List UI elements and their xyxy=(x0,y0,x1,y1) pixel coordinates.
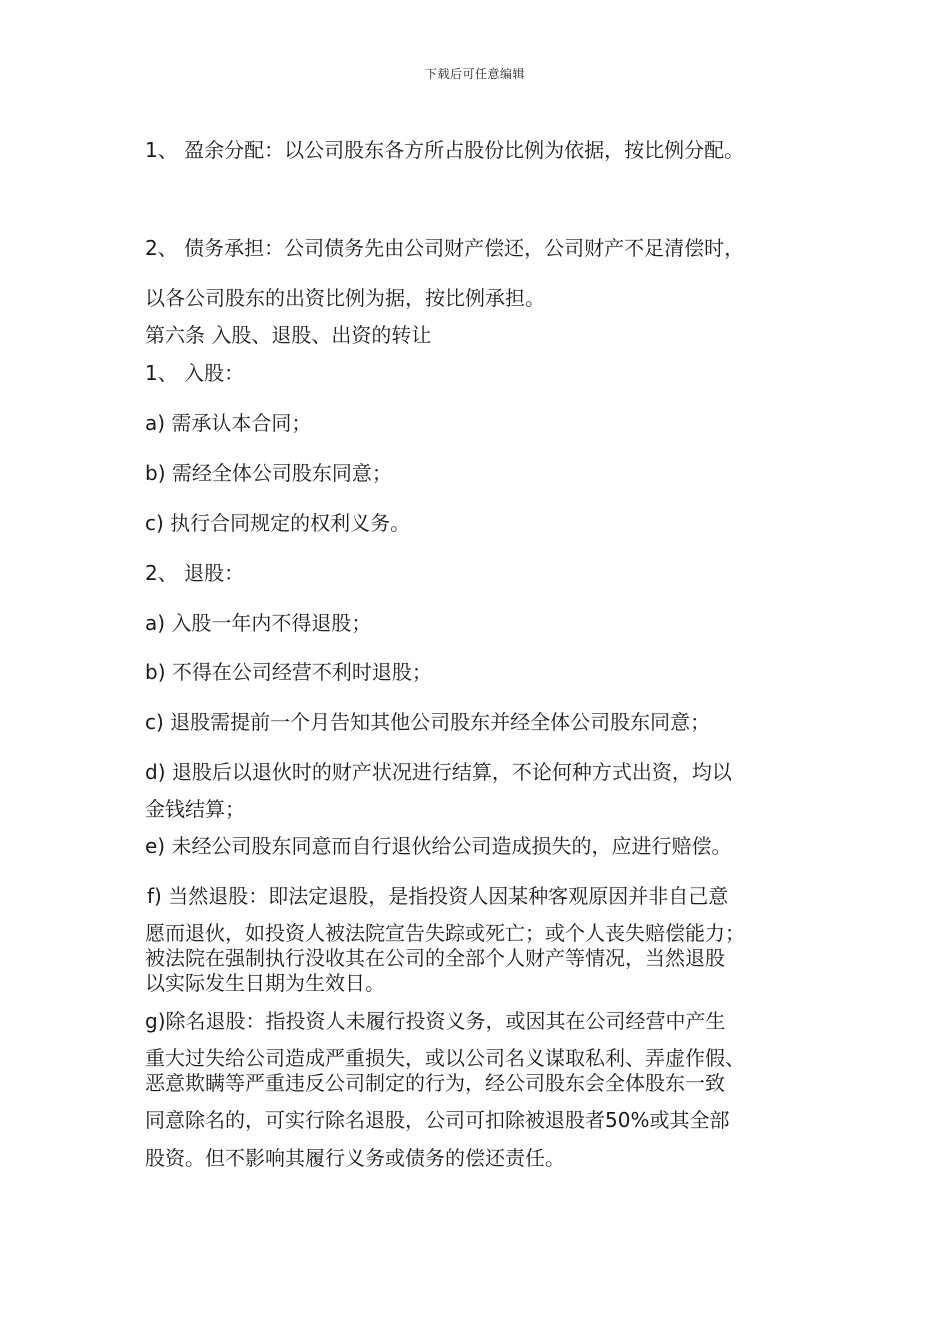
withdrawal-item-d: d) 退股后以退伙时的财产状况进行结算，不论何种方式出资，均以 xyxy=(145,760,732,784)
withdrawal-item-f: f) 当然退股：即法定退股，是指投资人因某种客观原因并非自己意 xyxy=(147,884,729,908)
withdrawal-item-f-cont-1: 愿而退伙，如投资人被法院宣告失踪或死亡；或个人丧失赔偿能力； xyxy=(145,921,745,945)
page-header: 下载后可任意编辑 xyxy=(424,67,525,81)
withdrawal-item-g-cont-4: 股资。但不影响其履行义务或债务的偿还责任。 xyxy=(145,1146,565,1170)
withdrawal-item-g: g)除名退股：指投资人未履行投资义务，或因其在公司经营中产生 xyxy=(145,1009,726,1033)
withdrawal-item-d-cont: 金钱结算； xyxy=(145,797,245,821)
withdrawal-item-g-cont-1: 重大过失给公司造成严重损失，或以公司名义谋取私利、弄虚作假、 xyxy=(145,1046,745,1070)
section-joining-heading: 1、 入股： xyxy=(145,361,245,385)
clause-debt-bearing: 2、 债务承担：公司债务先由公司财产偿还，公司财产不足清偿时， xyxy=(145,236,745,260)
withdrawal-item-b: b) 不得在公司经营不利时退股； xyxy=(145,660,432,684)
article-six-heading: 第六条 入股、退股、出资的转让 xyxy=(145,323,432,347)
withdrawal-item-f-cont-2: 被法院在强制执行没收其在公司的全部个人财产等情况，当然退股 xyxy=(145,946,725,970)
joining-item-a: a) 需承认本合同； xyxy=(145,411,312,435)
joining-item-b: b) 需经全体公司股东同意； xyxy=(145,461,392,485)
clause-profit-distribution: 1、 盈余分配：以公司股东各方所占股份比例为依据，按比例分配。 xyxy=(145,138,745,162)
clause-debt-bearing-cont: 以各公司股东的出资比例为据，按比例承担。 xyxy=(145,286,545,310)
withdrawal-item-f-cont-3: 以实际发生日期为生效日。 xyxy=(145,971,385,995)
withdrawal-item-c: c) 退股需提前一个月告知其他公司股东并经全体公司股东同意； xyxy=(145,710,711,734)
withdrawal-item-g-cont-3: 同意除名的，可实行除名退股，公司可扣除被退股者50%或其全部 xyxy=(145,1108,730,1132)
withdrawal-item-g-cont-2: 恶意欺瞒等严重违反公司制定的行为，经公司股东会全体股东一致 xyxy=(145,1071,725,1095)
withdrawal-item-a: a) 入股一年内不得退股； xyxy=(145,611,372,635)
withdrawal-item-e: e) 未经公司股东同意而自行退伙给公司造成损失的，应进行赔偿。 xyxy=(145,834,732,858)
joining-item-c: c) 执行合同规定的权利义务。 xyxy=(145,511,411,535)
section-withdrawal-heading: 2、 退股： xyxy=(145,561,245,585)
